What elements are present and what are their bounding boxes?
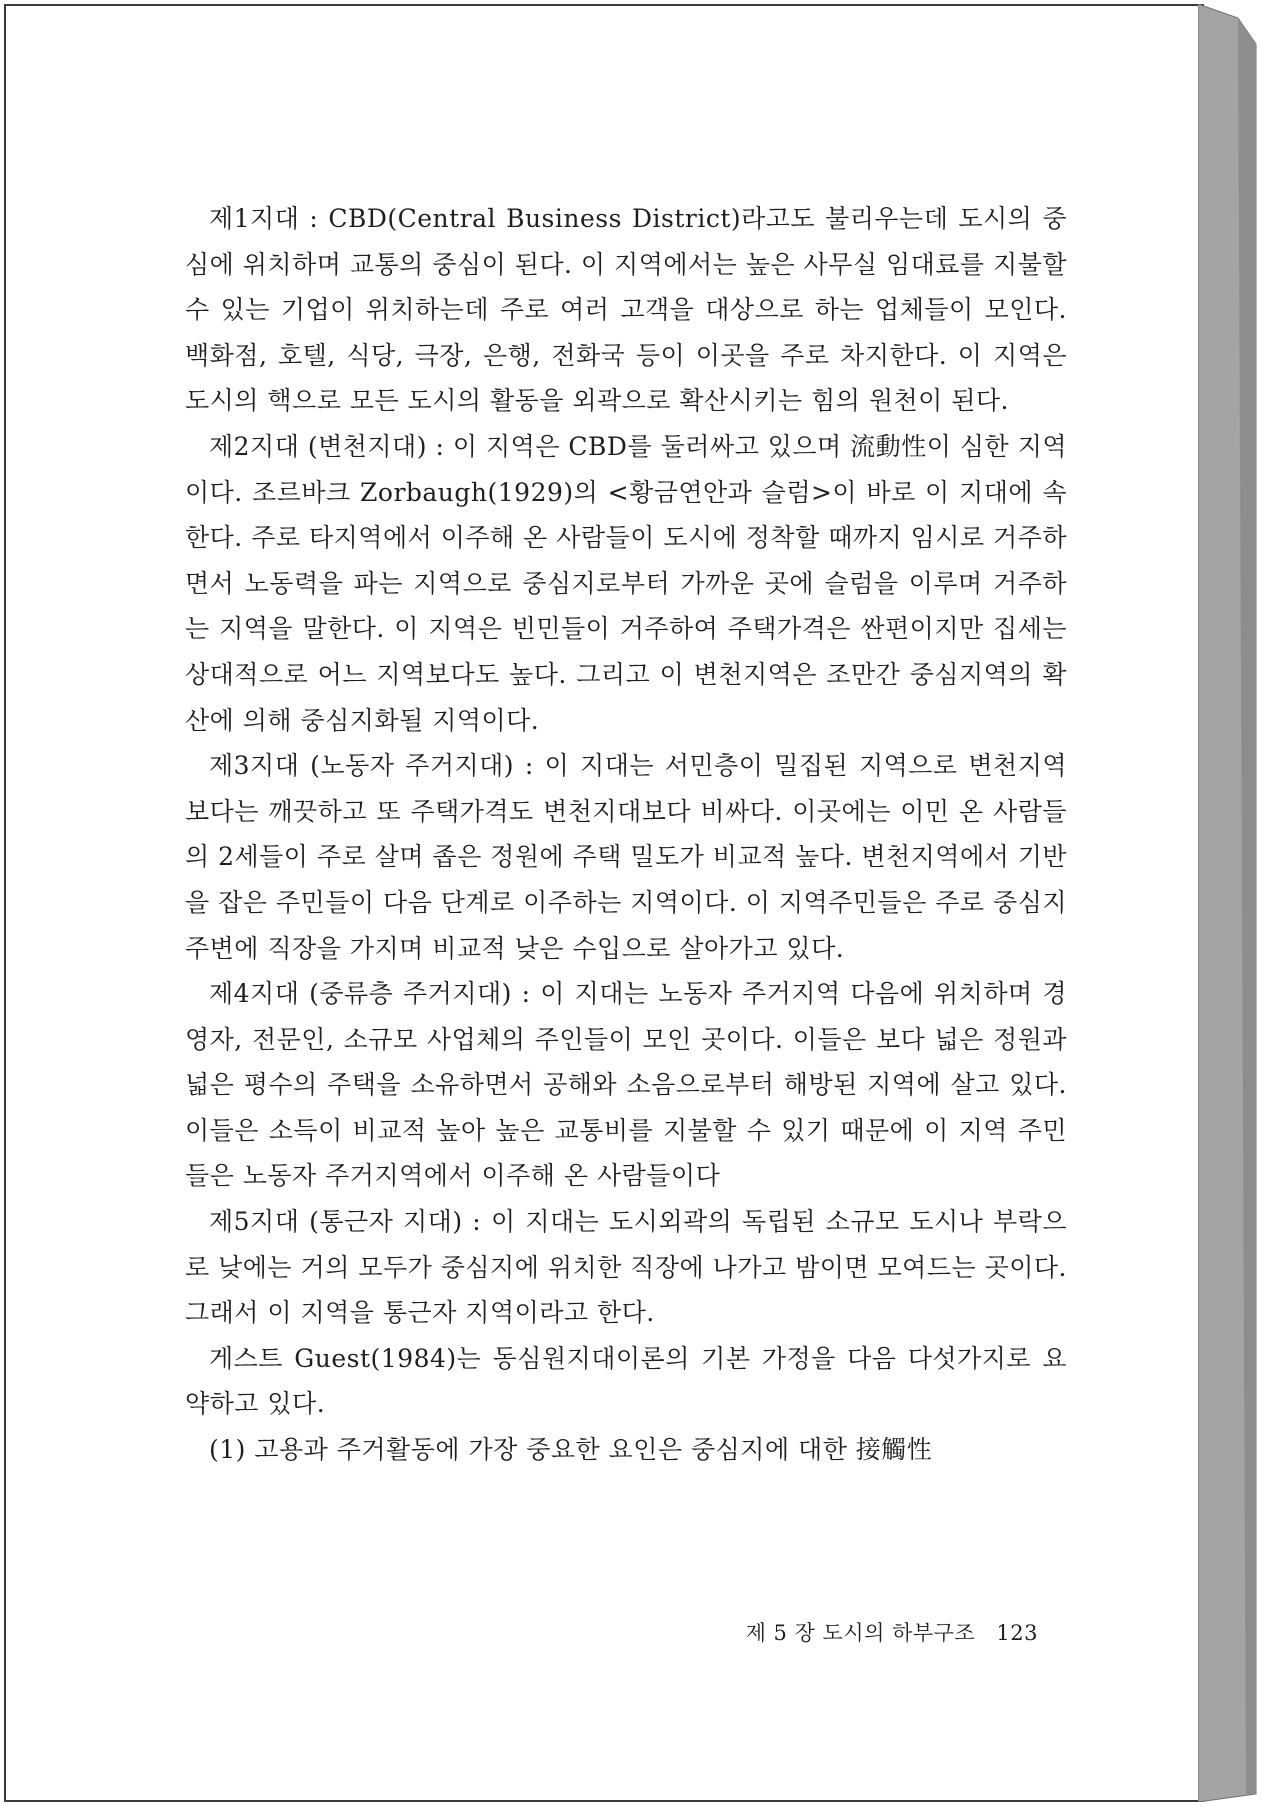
paragraph-assumption-1: (1) 고용과 주거활동에 가장 중요한 요인은 중심지에 대한 接觸性	[209, 1435, 933, 1465]
paragraph-guest-summary: 게스트 Guest(1984)는 동심원지대이론의 기본 가정을 다음 다섯가지로 요약하고 있다.	[185, 1343, 1067, 1419]
paragraph-zone-5: 제5지대 (통근자 지대) : 이 지대는 도시외곽의 독립된 소규모 도시나 부락으로 낮에는 거의 모두가 중심지에 위치한 직장에 나가고 밤이면 모여드는 곳이다. 그래서 이 지역을 통근자 지역이라고 한다.	[185, 1207, 1067, 1328]
page-number: 123	[996, 1621, 1038, 1645]
paragraph-zone-3: 제3지대 (노동자 주거지대) : 이 지대는 서민층이 밀집된 지역으로 변천지역보다는 깨끗하고 또 주택가격도 변천지대보다 비싸다. 이곳에는 이민 온 사람들의 2세들이 주로 살며 좁은 정원에 주택 밀도가 비교적 높다. 변천지역에서 기반을 잡은 주민들이 다음 단계로 이주하는 지역이다. 이 지역주민들은 주로 중심지 주변에 직장을 가지며 비교적 낮은 수입으로 살아가고 있다.	[185, 751, 1067, 963]
paragraph-zone-2: 제2지대 (변천지대) : 이 지역은 CBD를 둘러싸고 있으며 流動性이 심한 지역이다. 조르바크 Zorbaugh(1929)의 <황금연안과 슬럼>이 바로 이 지대에 속한다. 주로 타지역에서 이주해 온 사람들이 도시에 정착할 때까지 임시로 거주하면서 노동력을 파는 지역으로 중심지로부터 가까운 곳에 슬럼을 이루며 거주하는 지역을 말한다. 이 지역은 빈민들이 거주하여 주택가격은 싼편이지만 집세는 상대적으로 어느 지역보다도 높다. 그리고 이 변천지역은 조만간 중심지역의 확산에 의해 중심지화될 지역이다.	[185, 431, 1067, 735]
page-edge-shadow	[1198, 4, 1262, 1802]
page-body	[185, 196, 1067, 1473]
page-footer	[746, 1617, 1038, 1647]
paragraph-zone-4: 제4지대 (중류층 주거지대) : 이 지대는 노동자 주거지역 다음에 위치하며 경영자, 전문인, 소규모 사업체의 주인들이 모인 곳이다. 이들은 보다 넓은 정원과 넓은 평수의 주택을 소유하면서 공해와 소음으로부터 해방된 지역에 살고 있다. 이들은 소득이 비교적 높아 높은 교통비를 지불할 수 있기 때문에 이 지역 주민들은 노동자 주거지역에서 이주해 온 사람들이다	[185, 979, 1067, 1191]
paragraph-zone-1: 제1지대 : CBD(Central Business District)라고도 불리우는데 도시의 중심에 위치하며 교통의 중심이 된다. 이 지역에서는 높은 사무실 임대료를 지불할 수 있는 기업이 위치하는데 주로 여러 고객을 대상으로 하는 업체들이 모인다. 백화점, 호텔, 식당, 극장, 은행, 전화국 등이 이곳을 주로 차지한다. 이 지역은 도시의 핵으로 모든 도시의 활동을 외곽으로 확산시키는 힘의 원천이 된다.	[185, 204, 1067, 416]
chapter-title: 제 5 장 도시의 하부구조	[745, 1621, 976, 1645]
